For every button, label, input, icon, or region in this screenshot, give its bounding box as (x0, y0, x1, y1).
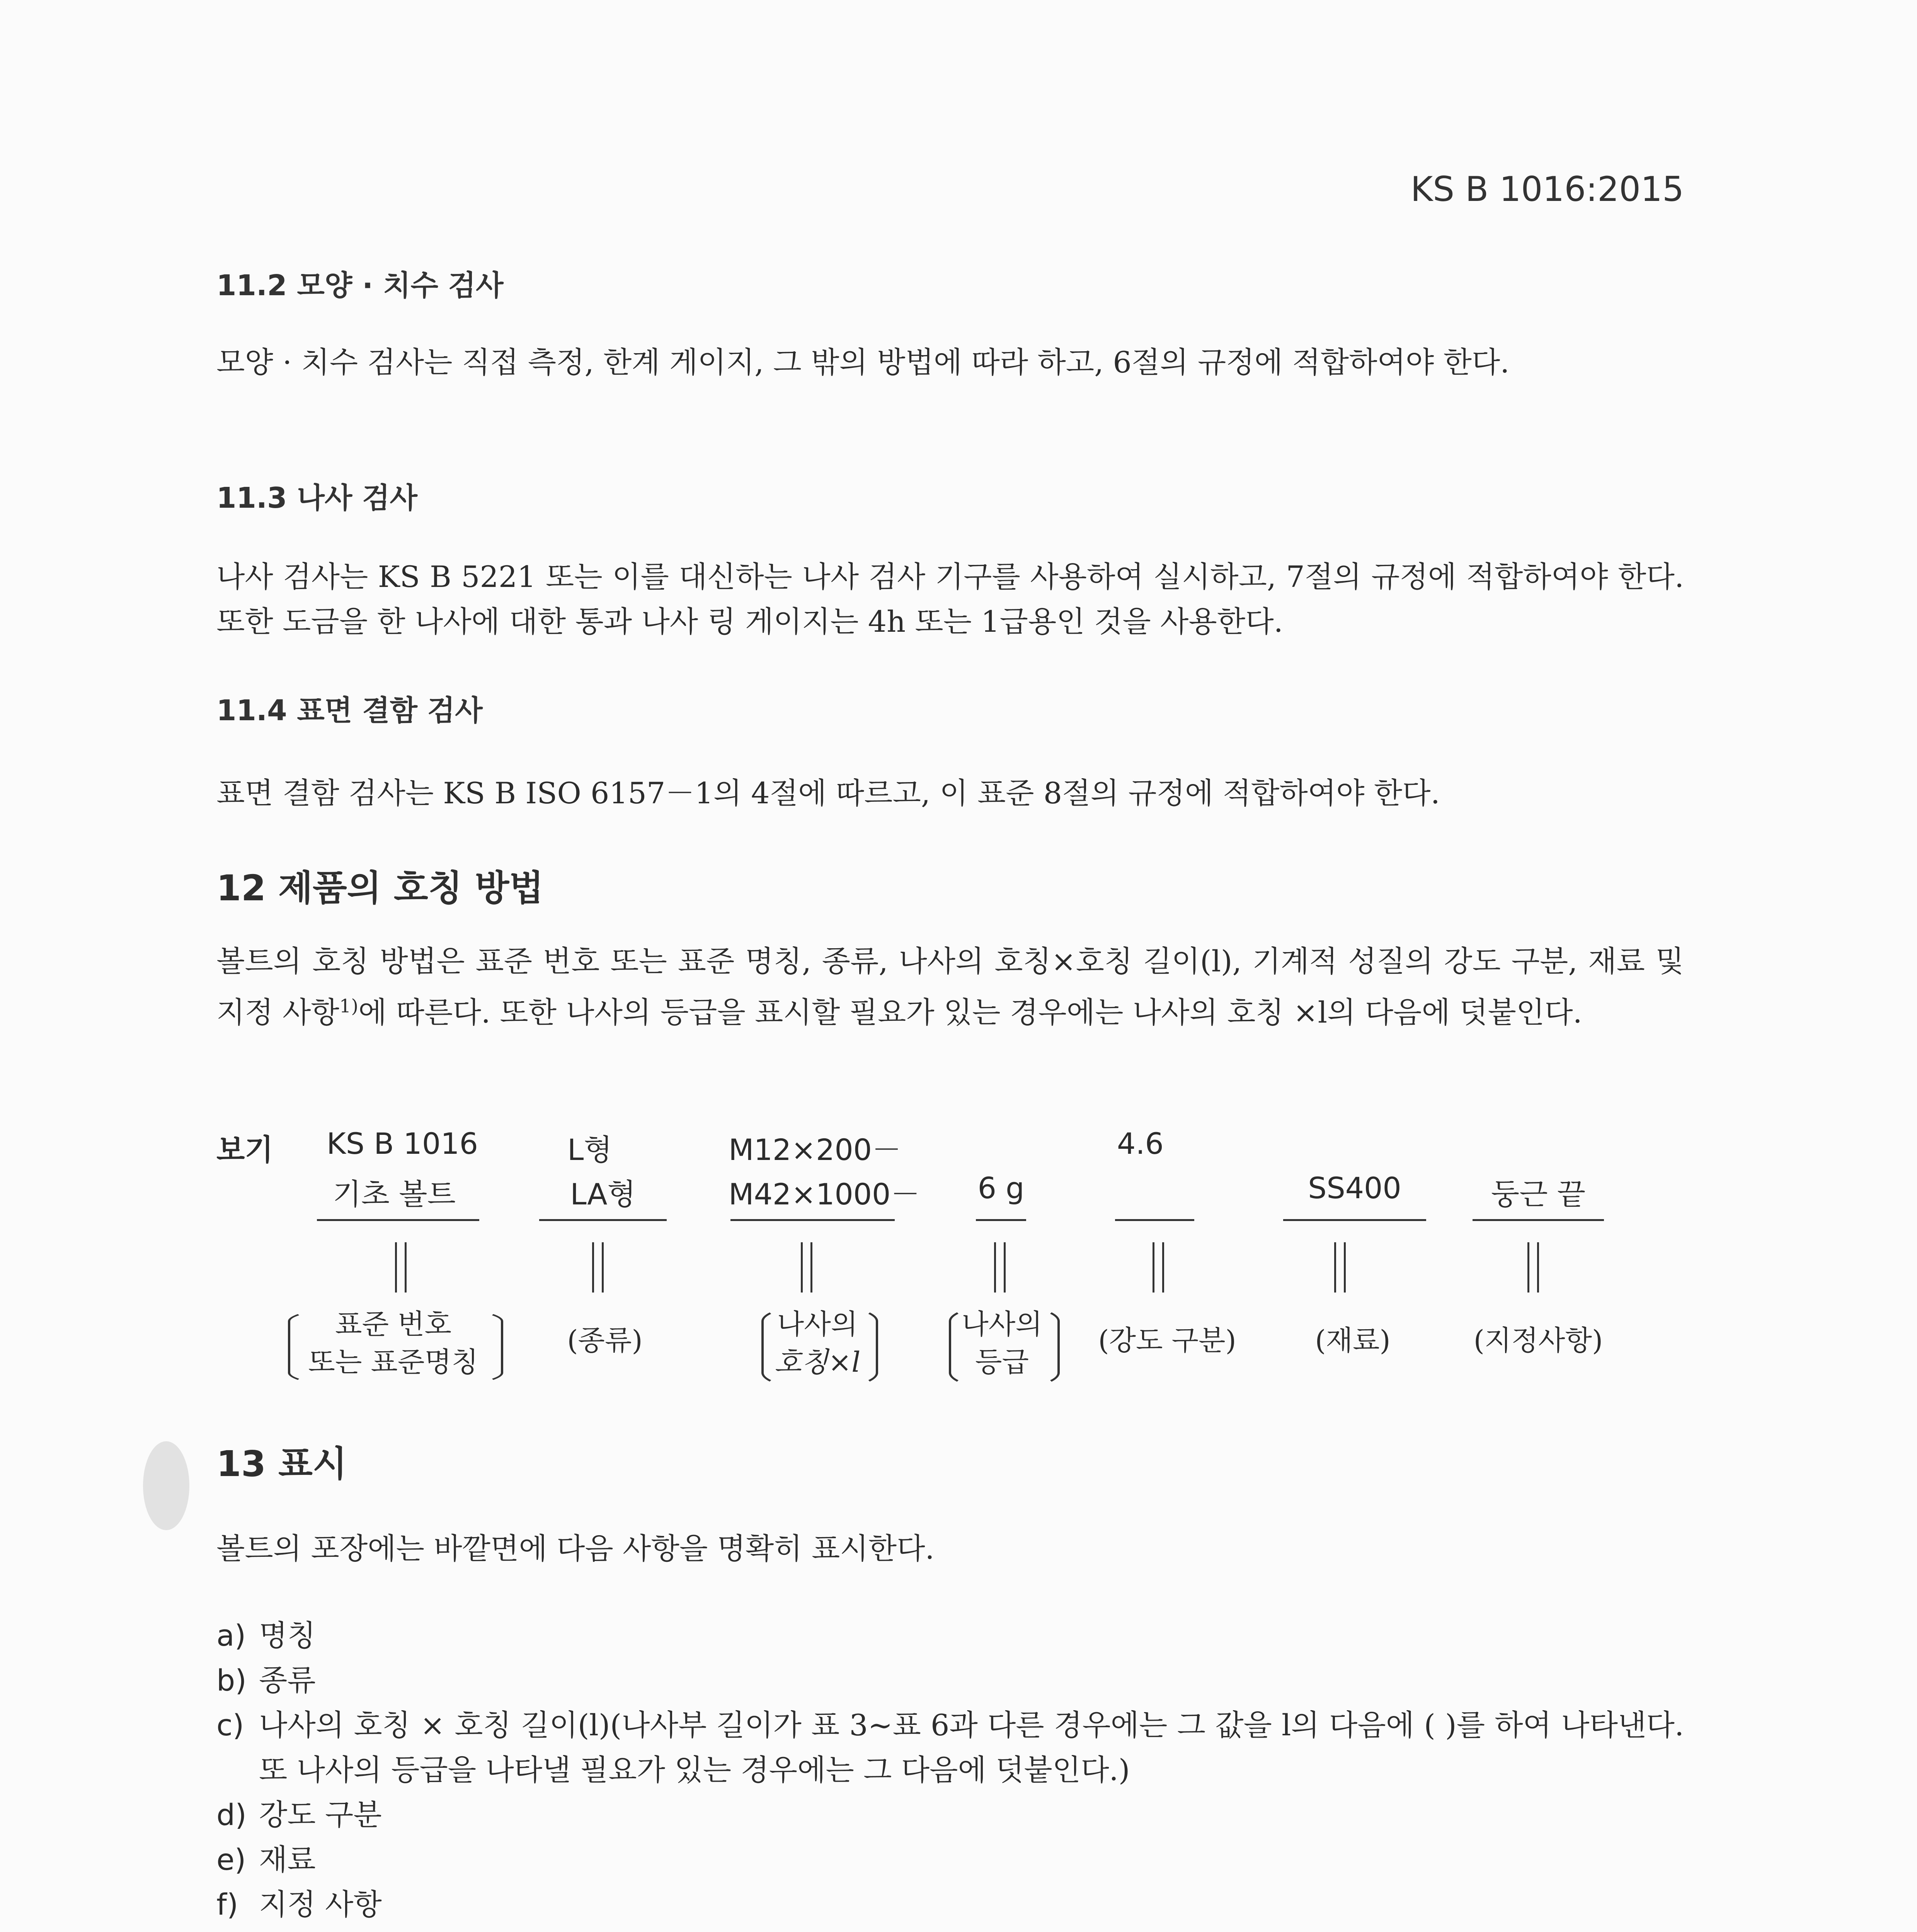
caption-size (765, 1305, 870, 1381)
footnote-reference: 1) (339, 995, 359, 1017)
caption-size-line1: 나사의 (777, 1308, 858, 1340)
double-bar-material (1334, 1242, 1346, 1293)
caption-standard-line2: 또는 표준명칭 (308, 1346, 478, 1378)
scan-blotch (143, 1441, 189, 1530)
double-bar-spec (1527, 1242, 1539, 1293)
heading-11-3: 11.3 나사 검사 (216, 481, 418, 515)
list-item-key: d) (216, 1798, 247, 1832)
double-bar-strength (1153, 1242, 1164, 1293)
example-size-bottom: M42×1000－ (729, 1177, 920, 1211)
underline-material (1283, 1219, 1426, 1221)
example-material: SS400 (1308, 1171, 1401, 1205)
caption-type: (종류) (567, 1324, 643, 1357)
list-item (216, 1658, 1684, 1703)
caption-grade-line1: 나사의 (962, 1308, 1042, 1340)
caption-grade-line2: 등급 (975, 1346, 1029, 1378)
example-standard-name: 기초 볼트 (333, 1177, 456, 1211)
caption-standard (294, 1305, 493, 1381)
example-standard-number: KS B 1016 (327, 1126, 478, 1161)
double-bar-standard (395, 1242, 407, 1293)
paragraph-11-2: 모양 · 치수 검사는 직접 측정, 한계 게이지, 그 밖의 방법에 따라 하고, 6절의 규정에 적합하여야 한다. (216, 345, 1510, 379)
underline-standard (317, 1219, 479, 1221)
underline-type (539, 1219, 667, 1221)
example-end-shape: 둥근 끝 (1491, 1177, 1586, 1211)
list-item-text: 명칭 (259, 1618, 316, 1653)
list-item (216, 1837, 1684, 1882)
list-item-key: b) (216, 1663, 247, 1697)
list-item (216, 1613, 1684, 1658)
caption-strength: (강도 구분) (1098, 1324, 1236, 1357)
heading-13: 13 표시 (216, 1443, 347, 1485)
marking-list (216, 1613, 1684, 1932)
paragraph-12-text-b: 에 따른다. 또한 나사의 등급을 표시할 필요가 있는 경우에는 나사의 호칭 ×l의 다음에 덧붙인다. (358, 995, 1582, 1030)
list-item-text: 나사의 호칭 × 호칭 길이(l)(나사부 길이가 표 3∼표 6과 다른 경우에는 그 값을 l의 다음에 ( )를 하여 나타낸다. 또 나사의 등급을 나타낼 필요가 있는 경우에는 그 다음에 덧붙인다.) (259, 1708, 1684, 1787)
underline-size (730, 1219, 895, 1221)
list-item-key: c) (216, 1708, 244, 1742)
list-item-text (259, 1927, 1684, 1932)
heading-12: 12 제품의 호칭 방법 (216, 867, 544, 909)
underline-strength (1115, 1219, 1194, 1221)
underline-end (1473, 1219, 1604, 1221)
document-code: KS B 1016:2015 (1410, 169, 1684, 209)
underline-grade (976, 1219, 1026, 1221)
example-type-bottom: LA형 (570, 1177, 636, 1211)
caption-size-line2: 호칭×l (774, 1346, 861, 1378)
list-item-text: 재료 (259, 1842, 316, 1877)
caption-standard-line1: 표준 번호 (335, 1308, 452, 1340)
paragraph-11-4: 표면 결함 검사는 KS B ISO 6157－1의 4절에 따르고, 이 표준 8절의 규정에 적합하여야 한다. (216, 776, 1440, 810)
example-type-top: L형 (567, 1133, 612, 1167)
double-bar-type (592, 1242, 604, 1293)
caption-grade (953, 1305, 1051, 1381)
example-strength-class: 4.6 (1117, 1126, 1164, 1161)
double-bar-grade (994, 1242, 1006, 1293)
example-thread-grade: 6 g (977, 1171, 1025, 1205)
list-item-key: a) (216, 1618, 246, 1653)
paragraph-12-text-a: 볼트의 호칭 방법은 표준 번호 또는 표준 명칭, 종류, 나사의 호칭×호칭 길이(l), 기계적 성질의 강도 구분, 재료 및 지정 사항 (216, 944, 1684, 1030)
list-item-text: 강도 구분 (259, 1798, 382, 1832)
list-item-key: f) (216, 1887, 238, 1922)
list-item (216, 1927, 1684, 1932)
list-item (216, 1793, 1684, 1837)
list-item-text: 지정 사항 (259, 1887, 382, 1922)
example-size-top: M12×200－ (729, 1133, 902, 1167)
paragraph-12 (216, 939, 1684, 1035)
double-bar-size (801, 1242, 812, 1293)
list-item-text: 종류 (259, 1663, 316, 1697)
heading-11-4: 11.4 표면 결함 검사 (216, 694, 483, 727)
heading-11-2: 11.2 모양 · 치수 검사 (216, 269, 504, 302)
paragraph-13: 볼트의 포장에는 바깥면에 다음 사항을 명확히 표시한다. (216, 1531, 935, 1566)
caption-spec: (지정사항) (1473, 1324, 1603, 1357)
example-label: 보기 (216, 1133, 273, 1167)
list-item-key (216, 1927, 259, 1932)
list-item-key: e) (216, 1842, 246, 1877)
list-item (216, 1703, 1684, 1793)
list-item (216, 1882, 1684, 1927)
caption-material: (재료) (1315, 1324, 1391, 1357)
paragraph-11-3: 나사 검사는 KS B 5221 또는 이를 대신하는 나사 검사 기구를 사용하여 실시하고, 7절의 규정에 적합하여야 한다. 또한 도금을 한 나사에 대한 통과 나사 링 게이지는 4h 또는 1급용인 것을 사용한다. (216, 560, 1684, 639)
